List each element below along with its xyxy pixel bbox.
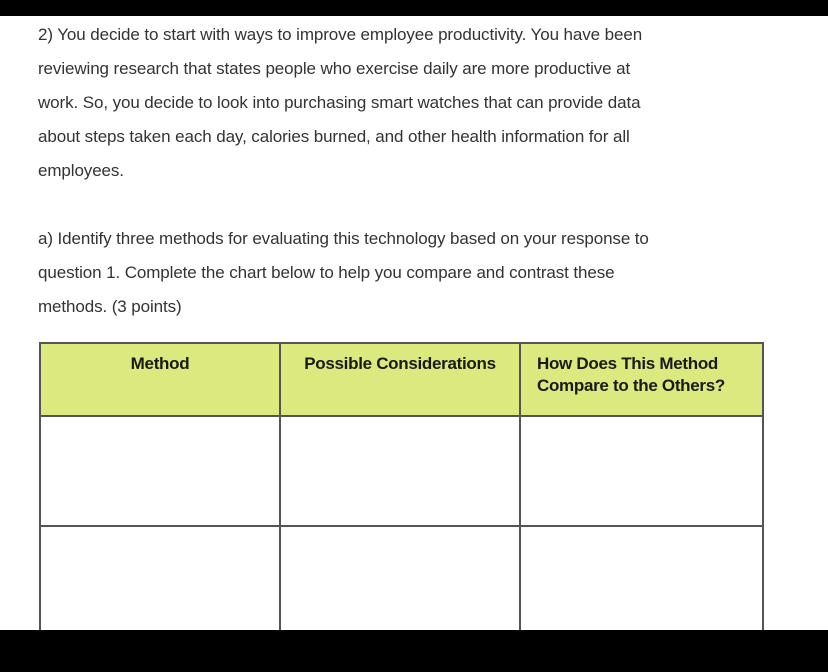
question-2-line: reviewing research that states people who exercise daily are more productive at (38, 59, 631, 78)
question-a-line: a) Identify three methods for evaluating this technology based on your response to (38, 229, 649, 248)
bottom-black-bar (0, 630, 828, 672)
question-a-line: methods. (3 points) (38, 297, 182, 316)
question-a-line: question 1. Complete the chart below to help you compare and contrast these (38, 263, 615, 282)
question-2-line: about steps taken each day, calories burned, and other health information for all (38, 127, 630, 146)
table-row (40, 526, 763, 630)
header-how-does-this-method-compare: How Does This Method Compare to the Others? (520, 343, 763, 416)
comparison-cell[interactable] (520, 526, 763, 630)
method-cell[interactable] (40, 416, 280, 526)
document-page (0, 16, 828, 630)
header-method: Method (40, 343, 280, 416)
method-cell[interactable] (40, 526, 280, 630)
header-possible-considerations: Possible Considerations (280, 343, 520, 416)
question-2-line: 2) You decide to start with ways to improve employee productivity. You have been (38, 25, 643, 44)
question-2-text (38, 18, 778, 188)
table-row (40, 416, 763, 526)
table-header-row (40, 343, 763, 416)
comparison-cell[interactable] (520, 416, 763, 526)
question-2-line: employees. (38, 161, 124, 180)
question-a-text (38, 222, 778, 324)
considerations-cell[interactable] (280, 526, 520, 630)
top-black-bar (0, 0, 828, 16)
considerations-cell[interactable] (280, 416, 520, 526)
comparison-table (39, 342, 764, 630)
question-2-line: work. So, you decide to look into purchasing smart watches that can provide data (38, 93, 641, 112)
